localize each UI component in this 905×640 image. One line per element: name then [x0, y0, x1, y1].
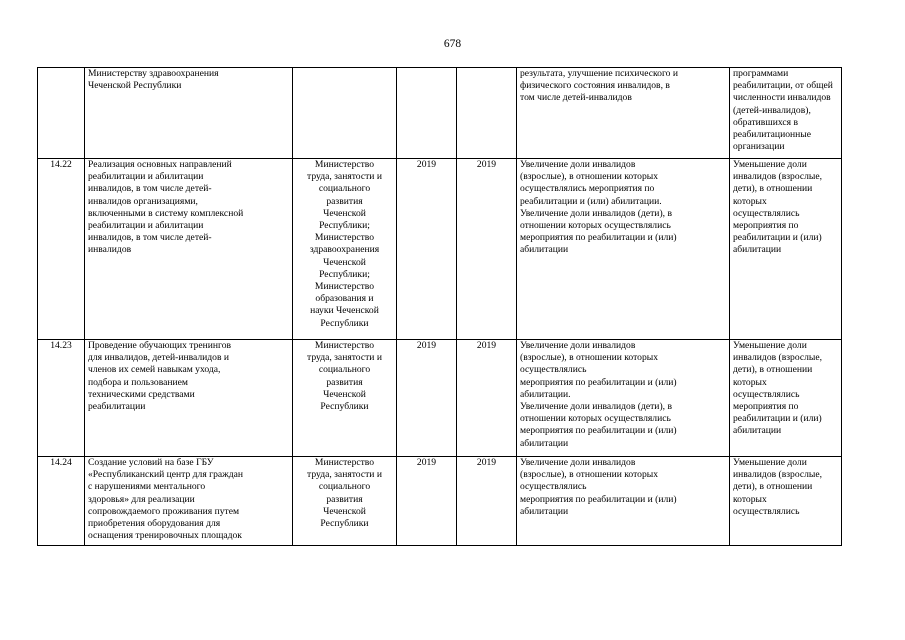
executor-cell-line: развития	[326, 376, 363, 388]
executor-cell-line: социального	[318, 183, 371, 195]
action-cell	[85, 68, 293, 159]
measures-table	[37, 67, 842, 546]
action-cell-line: «Республиканский центр для граждан	[88, 469, 244, 481]
action-cell-line: техническими средствами	[88, 388, 195, 400]
executor-cell-line: Республики	[320, 518, 369, 530]
indicator-cell-line: абилитации	[733, 425, 782, 437]
item-number-cell: 14.22	[38, 159, 85, 340]
action-cell-line: подбора и пользованием	[88, 376, 188, 388]
indicator-cell-line: программами	[733, 68, 789, 79]
action-cell-line: инвалидов, в том числе детей-	[88, 232, 212, 244]
action-cell-line: реабилитации и абилитации	[88, 171, 204, 183]
executor-cell-line: образования и	[315, 293, 374, 305]
action-cell-line: сопровождаемого проживания путем	[88, 505, 240, 517]
executor-cell-line: труда, занятости и	[307, 171, 382, 183]
indicator-cell-line: мероприятия по	[733, 220, 799, 232]
indicator-cell-line: мероприятия по	[733, 401, 799, 413]
action-cell	[85, 457, 293, 546]
result-cell-line: результата, улучшение психического и	[520, 68, 679, 79]
action-cell-line: Проведение обучающих тренингов	[88, 340, 232, 351]
action-cell-line: Создание условий на базе ГБУ	[88, 457, 214, 468]
result-cell-line: мероприятия по реабилитации и (или)	[520, 425, 677, 437]
executor-cell-line: Чеченской	[323, 207, 366, 219]
result-cell-line: осуществлялись	[520, 364, 587, 376]
executor-cell-line: Министерство	[314, 340, 375, 351]
indicator-cell-line: реабилитации и (или)	[733, 413, 822, 425]
start-year-cell: 2019	[397, 340, 457, 457]
action-cell	[85, 159, 293, 340]
executor-cell-line: Министерство	[314, 281, 375, 293]
executor-cell-line: Министерство	[314, 457, 375, 468]
indicator-cell-line: реабилитации и (или)	[733, 232, 822, 244]
result-cell-line: отношении которых осуществлялись	[520, 220, 671, 232]
action-cell-line: реабилитации и абилитации	[88, 220, 204, 232]
result-cell-line: Увеличение доли инвалидов	[520, 340, 636, 351]
result-cell-line: осуществлялись	[520, 481, 587, 493]
result-cell-line: мероприятия по реабилитации и (или)	[520, 493, 677, 505]
indicator-cell-line: организации	[733, 141, 785, 153]
end-year-cell: 2019	[457, 457, 517, 546]
executor-cell-line: Министерство	[314, 232, 375, 244]
result-cell	[517, 68, 730, 159]
executor-cell-line: науки Чеченской	[310, 305, 379, 317]
action-cell-line: членов их семей навыкам ухода,	[88, 364, 221, 376]
executor-cell-line: Республики;	[319, 268, 370, 280]
indicator-cell-line: инвалидов (взрослые,	[733, 469, 823, 481]
indicator-cell-line: осуществлялись	[733, 207, 800, 219]
result-cell-line: мероприятия по реабилитации и (или)	[520, 376, 677, 388]
action-cell-line: реабилитации	[88, 401, 146, 413]
indicator-cell-line: которых	[733, 493, 767, 505]
result-cell-line: абилитации	[520, 437, 569, 449]
end-year-cell: 2019	[457, 159, 517, 340]
action-cell-line: Чеченской Республики	[88, 80, 182, 92]
action-cell-line: включенными в систему комплексной	[88, 207, 244, 219]
indicator-cell-line: численности инвалидов	[733, 92, 831, 104]
indicator-cell-line: осуществлялись	[733, 505, 800, 517]
result-cell-line: Увеличение доли инвалидов (дети), в	[520, 401, 672, 413]
result-cell	[517, 457, 730, 546]
indicator-cell	[730, 457, 842, 546]
executor-cell-line: труда, занятости и	[307, 352, 382, 364]
action-cell	[85, 340, 293, 457]
item-number-cell: 14.23	[38, 340, 85, 457]
result-cell-line: (взрослые), в отношении которых	[520, 469, 659, 481]
indicator-cell	[730, 68, 842, 159]
executor-cell-line: развития	[326, 493, 363, 505]
page-number: 678	[443, 38, 462, 50]
result-cell-line: абилитации	[520, 505, 569, 517]
action-cell-line: инвалидов	[88, 244, 132, 256]
indicator-cell-line: Уменьшение доли	[733, 159, 807, 170]
table-row	[38, 159, 842, 340]
indicator-cell-line: дети), в отношении	[733, 364, 813, 376]
result-cell	[517, 159, 730, 340]
result-cell-line: физического состояния инвалидов, в	[520, 80, 670, 92]
action-cell-line: здоровья» для реализации	[88, 493, 195, 505]
indicator-cell-line: инвалидов (взрослые,	[733, 171, 823, 183]
executor-cell-line: социального	[318, 364, 371, 376]
action-cell-line: приобретения оборудования для	[88, 518, 221, 530]
result-cell-line: (взрослые), в отношении которых	[520, 352, 659, 364]
action-cell-line: с нарушениями ментального	[88, 481, 206, 493]
result-cell-line: Увеличение доли инвалидов (дети), в	[520, 207, 672, 219]
indicator-cell	[730, 340, 842, 457]
result-cell-line: абилитации.	[520, 388, 571, 400]
indicator-cell-line: реабилитационные	[733, 129, 811, 141]
item-number-cell: 14.24	[38, 457, 85, 546]
action-cell-line: Министерству здравоохранения	[88, 68, 219, 79]
executor-cell-line: социального	[318, 481, 371, 493]
executor-cell-line: Республики	[320, 401, 369, 413]
result-cell-line: Увеличение доли инвалидов	[520, 457, 636, 468]
executor-cell	[293, 340, 397, 457]
result-cell-line: том числе детей-инвалидов	[520, 92, 632, 104]
executor-cell-line: труда, занятости и	[307, 469, 382, 481]
item-number-cell	[38, 68, 85, 159]
indicator-cell-line: (детей-инвалидов),	[733, 104, 811, 116]
start-year-cell	[397, 68, 457, 159]
table-row	[38, 68, 842, 159]
start-year-cell: 2019	[397, 457, 457, 546]
indicator-cell-line: дети), в отношении	[733, 183, 813, 195]
executor-cell-line: Чеченской	[323, 256, 366, 268]
indicator-cell-line: которых	[733, 195, 767, 207]
action-cell-line: Реализация основных направлений	[88, 159, 232, 170]
result-cell-line: абилитации	[520, 244, 569, 256]
result-cell	[517, 340, 730, 457]
action-cell-line: инвалидов организациями,	[88, 195, 198, 207]
executor-cell-line: Республики	[320, 317, 369, 329]
action-cell-line: для инвалидов, детей-инвалидов и	[88, 352, 230, 364]
indicator-cell-line: которых	[733, 376, 767, 388]
indicator-cell-line: реабилитации, от общей	[733, 80, 833, 92]
executor-cell	[293, 68, 397, 159]
executor-cell-line: развития	[326, 195, 363, 207]
executor-cell-line: Республики;	[319, 220, 370, 232]
table-row	[38, 340, 842, 457]
executor-cell-line: Чеченской	[323, 388, 366, 400]
end-year-cell	[457, 68, 517, 159]
result-cell-line: осуществлялись мероприятия по	[520, 183, 655, 195]
indicator-cell-line: инвалидов (взрослые,	[733, 352, 823, 364]
start-year-cell: 2019	[397, 159, 457, 340]
result-cell-line: реабилитации и (или) абилитации.	[520, 195, 662, 207]
executor-cell	[293, 457, 397, 546]
result-cell-line: отношении которых осуществлялись	[520, 413, 671, 425]
executor-cell-line: Чеченской	[323, 505, 366, 517]
indicator-cell-line: дети), в отношении	[733, 481, 813, 493]
indicator-cell-line: осуществлялись	[733, 388, 800, 400]
executor-cell-line: Министерство	[314, 159, 375, 170]
executor-cell-line: здравоохранения	[309, 244, 380, 256]
action-cell-line: оснащения тренировочных площадок	[88, 530, 242, 542]
indicator-cell-line: обратившихся в	[733, 116, 798, 128]
action-cell-line: инвалидов, в том числе детей-	[88, 183, 212, 195]
table-row	[38, 457, 842, 546]
indicator-cell-line: абилитации	[733, 244, 782, 256]
indicator-cell-line: Уменьшение доли	[733, 457, 807, 468]
end-year-cell: 2019	[457, 340, 517, 457]
result-cell-line: Увеличение доли инвалидов	[520, 159, 636, 170]
executor-cell	[293, 159, 397, 340]
result-cell-line: (взрослые), в отношении которых	[520, 171, 659, 183]
result-cell-line: мероприятия по реабилитации и (или)	[520, 232, 677, 244]
indicator-cell-line: Уменьшение доли	[733, 340, 807, 351]
indicator-cell	[730, 159, 842, 340]
